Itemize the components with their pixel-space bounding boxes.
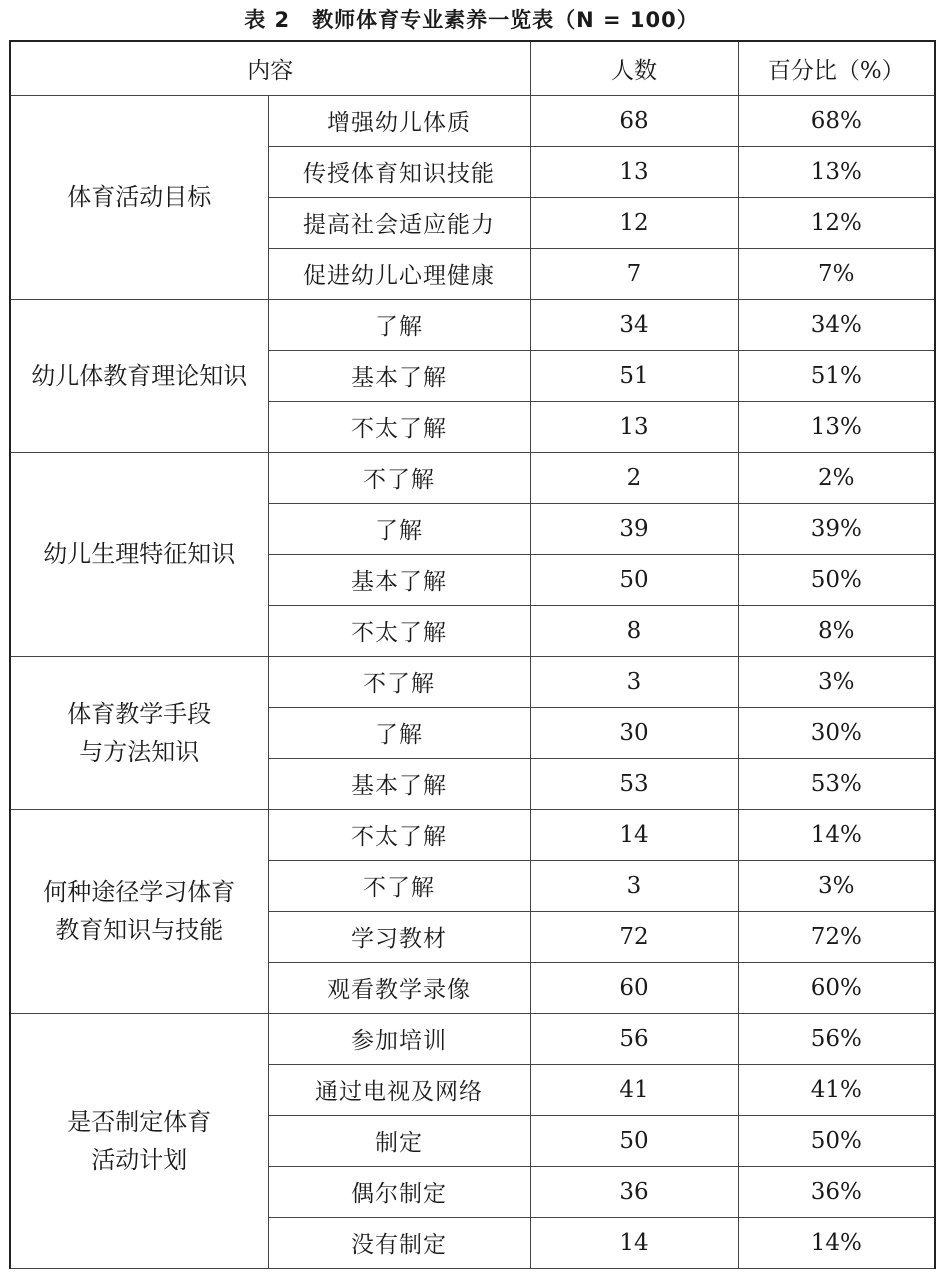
- group-label: [10, 656, 268, 809]
- percent-cell: 39%: [738, 503, 935, 554]
- percent-cell: 60%: [738, 962, 935, 1013]
- group-label: [10, 299, 268, 452]
- survey-table: [9, 40, 936, 1269]
- count-cell: 2: [530, 452, 738, 503]
- count-cell: 41: [530, 1064, 738, 1115]
- group-label: [10, 809, 268, 1013]
- group-label-line: 幼儿生理特征知识: [43, 540, 236, 568]
- percent-cell: 36%: [738, 1166, 935, 1217]
- percent-cell: 14%: [738, 1217, 935, 1268]
- table-row: [10, 95, 935, 146]
- table-number: 表 2: [244, 8, 291, 32]
- table-row: [10, 809, 935, 860]
- header-row: [10, 41, 935, 95]
- item-cell: 不了解: [268, 656, 530, 707]
- count-cell: 50: [530, 1115, 738, 1166]
- percent-cell: 12%: [738, 197, 935, 248]
- table-title: 教师体育专业素养一览表（N = 100）: [312, 8, 699, 32]
- item-cell: 参加培训: [268, 1013, 530, 1064]
- count-cell: 14: [530, 1217, 738, 1268]
- percent-cell: 41%: [738, 1064, 935, 1115]
- percent-cell: 8%: [738, 605, 935, 656]
- percent-cell: 50%: [738, 554, 935, 605]
- item-cell: 制定: [268, 1115, 530, 1166]
- percent-cell: 30%: [738, 707, 935, 758]
- item-cell: 基本了解: [268, 758, 530, 809]
- table-body: [10, 95, 935, 1268]
- table-caption: [0, 0, 943, 40]
- header-count: 人数: [530, 41, 738, 95]
- group-label-line: 是否制定体育: [67, 1107, 212, 1136]
- group-label: [10, 95, 268, 299]
- count-cell: 8: [530, 605, 738, 656]
- percent-cell: 7%: [738, 248, 935, 299]
- table-container: [9, 40, 934, 1269]
- count-cell: 51: [530, 350, 738, 401]
- count-cell: 3: [530, 860, 738, 911]
- group-label: [10, 452, 268, 656]
- count-cell: 53: [530, 758, 738, 809]
- item-cell: 没有制定: [268, 1217, 530, 1268]
- count-cell: 34: [530, 299, 738, 350]
- item-cell: 不太了解: [268, 809, 530, 860]
- percent-cell: 13%: [738, 401, 935, 452]
- percent-cell: 72%: [738, 911, 935, 962]
- item-cell: 不了解: [268, 452, 530, 503]
- count-cell: 36: [530, 1166, 738, 1217]
- percent-cell: 56%: [738, 1013, 935, 1064]
- group-label-line: 体育教学手段: [67, 699, 212, 728]
- item-cell: 不太了解: [268, 401, 530, 452]
- count-cell: 50: [530, 554, 738, 605]
- count-cell: 14: [530, 809, 738, 860]
- count-cell: 56: [530, 1013, 738, 1064]
- header-content: 内容: [10, 41, 530, 95]
- count-cell: 68: [530, 95, 738, 146]
- percent-cell: 34%: [738, 299, 935, 350]
- count-cell: 7: [530, 248, 738, 299]
- item-cell: 了解: [268, 707, 530, 758]
- count-cell: 39: [530, 503, 738, 554]
- item-cell: 学习教材: [268, 911, 530, 962]
- group-label-line: 体育活动目标: [67, 183, 212, 211]
- table-row: [10, 452, 935, 503]
- item-cell: 增强幼儿体质: [268, 95, 530, 146]
- table-row: [10, 656, 935, 707]
- item-cell: 观看教学录像: [268, 962, 530, 1013]
- group-label: [10, 1013, 268, 1268]
- count-cell: 30: [530, 707, 738, 758]
- count-cell: 12: [530, 197, 738, 248]
- group-label-line: 活动计划: [91, 1145, 188, 1174]
- percent-cell: 3%: [738, 860, 935, 911]
- item-cell: 了解: [268, 503, 530, 554]
- count-cell: 13: [530, 146, 738, 197]
- group-label-line: 与方法知识: [79, 737, 200, 766]
- percent-cell: 14%: [738, 809, 935, 860]
- percent-cell: 2%: [738, 452, 935, 503]
- percent-cell: 13%: [738, 146, 935, 197]
- percent-cell: 51%: [738, 350, 935, 401]
- item-cell: 传授体育知识技能: [268, 146, 530, 197]
- item-cell: 基本了解: [268, 554, 530, 605]
- count-cell: 3: [530, 656, 738, 707]
- item-cell: 不了解: [268, 860, 530, 911]
- count-cell: 13: [530, 401, 738, 452]
- table-row: [10, 1013, 935, 1064]
- item-cell: 偶尔制定: [268, 1166, 530, 1217]
- header-percent: 百分比（%）: [738, 41, 935, 95]
- item-cell: 了解: [268, 299, 530, 350]
- count-cell: 60: [530, 962, 738, 1013]
- percent-cell: 50%: [738, 1115, 935, 1166]
- table-row: [10, 299, 935, 350]
- percent-cell: 68%: [738, 95, 935, 146]
- group-label-line: 教育知识与技能: [55, 916, 224, 944]
- item-cell: 促进幼儿心理健康: [268, 248, 530, 299]
- group-label-line: 何种途径学习体育: [43, 878, 236, 906]
- count-cell: 72: [530, 911, 738, 962]
- percent-cell: 53%: [738, 758, 935, 809]
- percent-cell: 3%: [738, 656, 935, 707]
- item-cell: 不太了解: [268, 605, 530, 656]
- item-cell: 提高社会适应能力: [268, 197, 530, 248]
- item-cell: 基本了解: [268, 350, 530, 401]
- item-cell: 通过电视及网络: [268, 1064, 530, 1115]
- group-label-line: 幼儿体教育理论知识: [31, 361, 248, 390]
